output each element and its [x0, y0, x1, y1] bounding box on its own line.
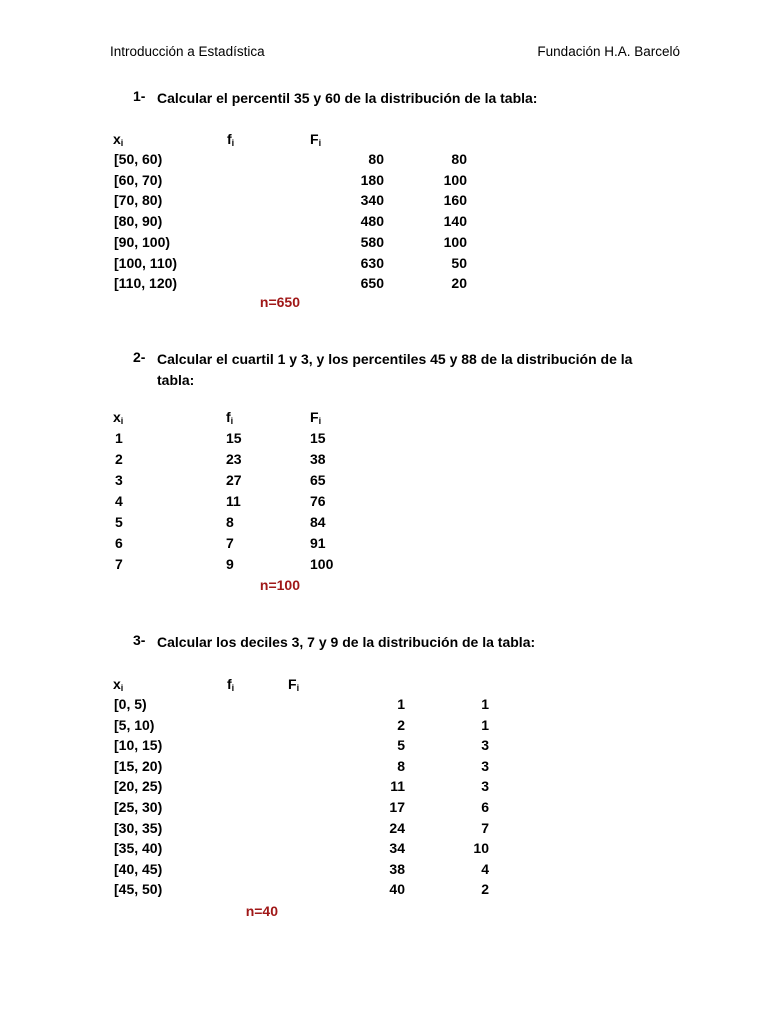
table-cell-f-col: 11: [226, 493, 241, 509]
table-cell-f-col: 2: [481, 881, 489, 898]
table-row: [0, 737, 768, 757]
column-header-subscript: i: [120, 138, 124, 148]
table-cell-f-col: 9: [226, 556, 234, 572]
total-n-label: n=100: [259, 577, 300, 593]
column-header-symbol: x: [113, 131, 121, 147]
table-cell-F-col: 480: [360, 213, 384, 230]
table-row: [0, 717, 768, 737]
table-row: [0, 881, 768, 901]
column-header-x-col: [113, 131, 123, 148]
column-header-symbol: F: [310, 131, 319, 147]
table-cell-f-col: 20: [451, 275, 467, 292]
column-header-F-col: [310, 409, 321, 426]
column-header-f-col: [227, 676, 234, 693]
table-cell-F-col: 38: [389, 860, 405, 877]
table-cell-F-col: 15: [310, 430, 326, 446]
table-cell-f-col: 3: [481, 757, 489, 774]
table-cell-F-col: 84: [310, 514, 326, 530]
column-header-subscript: i: [318, 416, 322, 426]
table-cell-x-col: 4: [115, 493, 123, 509]
table-cell-x-col: 7: [115, 556, 123, 572]
column-header-subscript: i: [231, 683, 235, 693]
table-cell-F-col: 17: [389, 799, 405, 815]
table-cell-F-col: 34: [389, 840, 405, 857]
column-header-subscript: i: [231, 138, 235, 148]
table-cell-F-col: 180: [360, 171, 384, 188]
table-cell-x-col: 3: [115, 472, 123, 488]
table-cell-f-col: 27: [226, 472, 242, 488]
table-cell-x-col: [110, 120): [114, 275, 178, 292]
table-cell-F-col: 100: [310, 556, 334, 572]
table-row: [0, 213, 768, 233]
table-cell-F-col: 650: [360, 275, 384, 292]
table-cell-F-col: 40: [389, 881, 405, 898]
table-cell-f-col: 3: [481, 737, 489, 754]
table-row: [0, 451, 768, 471]
table-cell-x-col: 5: [115, 514, 123, 530]
table-cell-x-col: [35, 40): [114, 840, 163, 857]
table-row: [0, 820, 768, 840]
exercise-text: Calcular los deciles 3, 7 y 9 de la distribución de la tabla:: [157, 634, 536, 650]
table-cell-f-col: 80: [451, 151, 467, 167]
table-cell-f-col: 160: [443, 192, 467, 209]
table-row: [0, 172, 768, 192]
table-row: [0, 861, 768, 881]
table-row: [0, 151, 768, 171]
table-cell-x-col: [15, 20): [114, 757, 163, 774]
table-cell-F-col: 630: [360, 254, 384, 271]
table-header: [0, 131, 768, 151]
table-cell-x-col: [50, 60): [114, 151, 163, 167]
table-cell-F-col: 11: [390, 778, 405, 795]
table-cell-F-col: 340: [360, 192, 384, 209]
table-row: [0, 556, 768, 576]
table-row: [0, 514, 768, 534]
table-cell-x-col: [0, 5): [114, 696, 147, 712]
column-header-F-col: [310, 131, 321, 148]
table-cell-f-col: 4: [481, 860, 489, 877]
table-cell-x-col: 1: [115, 430, 123, 446]
column-header-symbol: f: [227, 676, 232, 692]
table-cell-f-col: 23: [226, 451, 242, 467]
table-row: [0, 778, 768, 798]
table-cell-x-col: [90, 100): [114, 233, 171, 250]
document-header-left: Introducción a Estadística: [110, 44, 265, 59]
table-cell-x-col: [25, 30): [114, 799, 163, 815]
table-cell-F-col: 76: [310, 493, 326, 509]
table-cell-x-col: 6: [115, 535, 123, 551]
table-row: [0, 234, 768, 254]
table-row: [0, 840, 768, 860]
table-cell-f-col: 7: [226, 535, 234, 551]
exercise-text-line-2: tabla:: [157, 372, 195, 388]
column-header-subscript: i: [120, 416, 124, 426]
table-cell-x-col: 2: [115, 451, 123, 467]
table-cell-x-col: [5, 10): [114, 716, 155, 733]
table-cell-F-col: 65: [310, 472, 326, 488]
table-row: [0, 192, 768, 212]
table-header: [0, 676, 768, 696]
table-cell-x-col: [80, 90): [114, 213, 163, 230]
table-cell-f-col: 6: [481, 799, 489, 815]
table-cell-x-col: [40, 45): [114, 860, 163, 877]
table-cell-f-col: 8: [226, 514, 234, 530]
table-cell-x-col: [45, 50): [114, 881, 163, 898]
table-cell-F-col: 38: [310, 451, 326, 467]
column-header-f-col: [227, 131, 234, 148]
column-header-subscript: i: [318, 138, 322, 148]
table-cell-F-col: 580: [360, 233, 384, 250]
table-row: [0, 430, 768, 450]
table-cell-F-col: 1: [397, 696, 405, 712]
table-row: [0, 275, 768, 295]
table-cell-F-col: 8: [397, 757, 405, 774]
table-row: [0, 493, 768, 513]
table-cell-f-col: 100: [443, 171, 467, 188]
table-row: [0, 799, 768, 819]
table-cell-f-col: 140: [443, 213, 467, 230]
exercise-text: [157, 349, 657, 391]
column-header-symbol: x: [113, 409, 121, 425]
column-header-symbol: F: [288, 676, 297, 692]
exercise-number: 2-: [133, 349, 146, 365]
column-header-subscript: i: [230, 416, 234, 426]
table-cell-x-col: [10, 15): [114, 737, 163, 754]
column-header-subscript: i: [120, 683, 124, 693]
table-cell-F-col: 24: [389, 819, 405, 836]
exercise-number: 3-: [133, 632, 146, 648]
table-cell-x-col: [30, 35): [114, 819, 163, 836]
table-cell-F-col: 5: [397, 737, 405, 754]
column-header-subscript: i: [296, 683, 300, 693]
table-cell-x-col: [70, 80): [114, 192, 163, 209]
table-cell-F-col: 2: [397, 716, 405, 733]
document-header-right: Fundación H.A. Barceló: [537, 44, 680, 59]
exercise-text: Calcular el percentil 35 y 60 de la distribución de la tabla:: [157, 90, 538, 106]
column-header-x-col: [113, 409, 123, 426]
table-cell-x-col: [20, 25): [114, 778, 163, 795]
table-row: [0, 535, 768, 555]
exercise-text-line-1: Calcular el cuartil 1 y 3, y los percentiles 45 y 88 de la distribución de la: [157, 351, 633, 367]
total-n-label: n=40: [245, 903, 278, 919]
column-header-F-col: [288, 676, 299, 693]
table-row: [0, 472, 768, 492]
table-cell-f-col: 10: [473, 840, 489, 857]
table-cell-f-col: 50: [451, 254, 467, 271]
column-header-x-col: [113, 676, 123, 693]
column-header-f-col: [226, 409, 233, 426]
column-header-symbol: f: [227, 131, 232, 147]
table-cell-f-col: 1: [481, 696, 489, 712]
column-header-symbol: f: [226, 409, 231, 425]
table-cell-f-col: 15: [226, 430, 242, 446]
exercise-number: 1-: [133, 88, 146, 104]
table-cell-f-col: 100: [443, 233, 467, 250]
table-row: [0, 758, 768, 778]
table-cell-f-col: 7: [481, 819, 489, 836]
column-header-symbol: x: [113, 676, 121, 692]
table-row: [0, 255, 768, 275]
table-cell-f-col: 1: [481, 716, 489, 733]
total-n-label: n=650: [259, 294, 300, 310]
column-header-symbol: F: [310, 409, 319, 425]
table-cell-F-col: 80: [368, 151, 384, 167]
table-cell-f-col: 3: [481, 778, 489, 795]
table-cell-F-col: 91: [310, 535, 326, 551]
table-cell-x-col: [100, 110): [114, 254, 178, 271]
table-row: [0, 696, 768, 716]
table-cell-x-col: [60, 70): [114, 171, 163, 188]
table-header: [0, 409, 768, 429]
